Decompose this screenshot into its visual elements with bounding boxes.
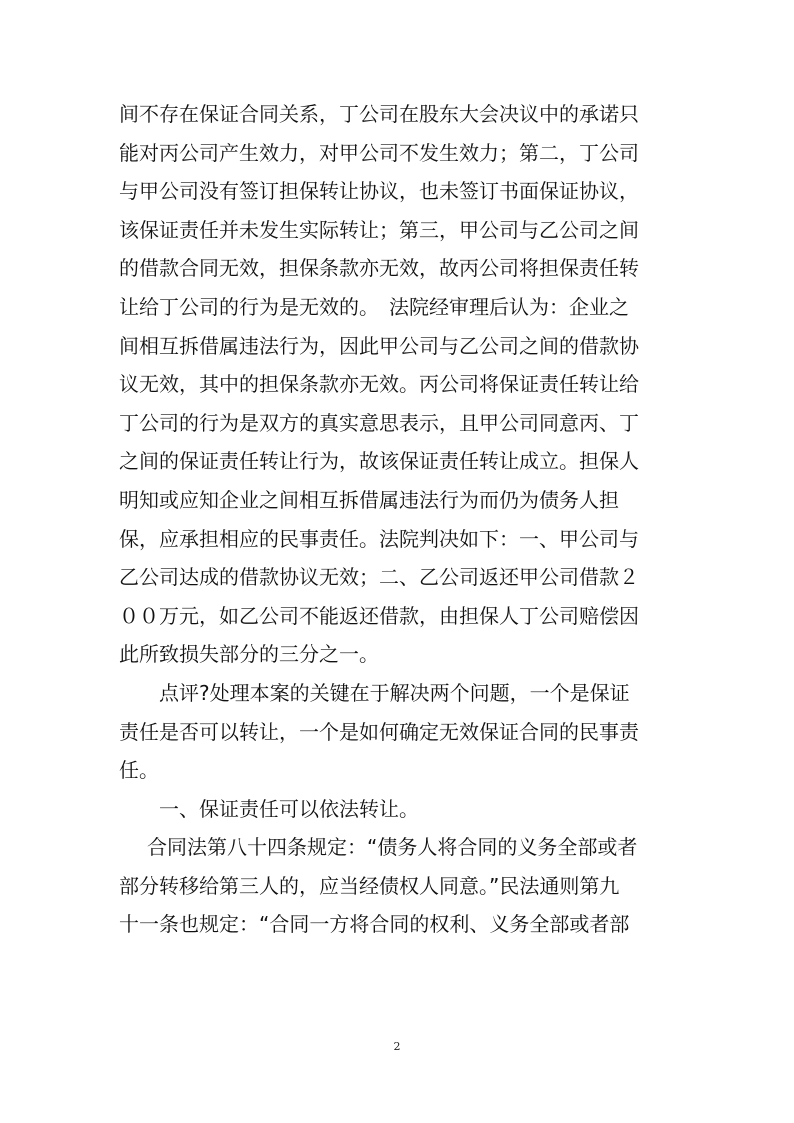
text-line: 让给丁公司的行为是无效的。 法院经审理后认为：企业之: [119, 294, 629, 319]
paragraph-start-line: 点评?处理本案的关键在于解决两个问题，一个是保证: [159, 680, 630, 705]
text-line: 保，应承担相应的民事责任。法院判决如下：一、甲公司与: [119, 526, 639, 551]
text-line: 丁公司的行为是双方的真实意思表示，且甲公司同意丙、丁: [119, 410, 639, 435]
text-line: 明知或应知企业之间相互拆借属违法行为而仍为债务人担: [119, 487, 619, 512]
text-line: 责任是否可以转让，一个是如何确定无效保证合同的民事责: [119, 719, 639, 744]
text-line: 间不存在保证合同关系，丁公司在股东大会决议中的承诺只: [119, 102, 639, 126]
text-line: 该保证责任并未发生实际转让；第三，甲公司与乙公司之间: [119, 217, 639, 242]
text-line: 能对丙公司产生效力，对甲公司不发生效力；第二，丁公司: [119, 140, 639, 165]
text-line: 乙公司达成的借款协议无效；二、乙公司返还甲公司借款２: [119, 565, 639, 590]
text-line: 任。: [119, 758, 159, 783]
text-line: 此所致损失部分的三分之一。: [119, 642, 379, 667]
text-line: ００万元，如乙公司不能返还借款，由担保人丁公司赔偿因: [119, 603, 639, 628]
text-line: 部分转移给第三人的，应当经债权人同意。”民法通则第九: [119, 873, 620, 898]
text-line: 议无效，其中的担保条款亦无效。丙公司将保证责任转让给: [119, 372, 639, 397]
text-line: 十一条也规定：“合同一方将合同的权利、义务全部或者部: [119, 912, 630, 937]
text-line: 的借款合同无效，担保条款亦无效，故丙公司将担保责任转: [119, 256, 639, 281]
paragraph-start-line: 合同法第八十四条规定：“债务人将合同的义务全部或者: [147, 835, 638, 860]
body-text: [119, 95, 679, 944]
section-heading: 一、保证责任可以依法转让。: [159, 796, 419, 821]
page-number: 2: [393, 1040, 401, 1053]
text-line: 与甲公司没有签订担保转让协议，也未签订书面保证协议，: [119, 179, 639, 204]
text-line: 之间的保证责任转让行为，故该保证责任转让成立。担保人: [119, 449, 639, 474]
text-line: 间相互拆借属违法行为，因此甲公司与乙公司之间的借款协: [119, 333, 639, 358]
